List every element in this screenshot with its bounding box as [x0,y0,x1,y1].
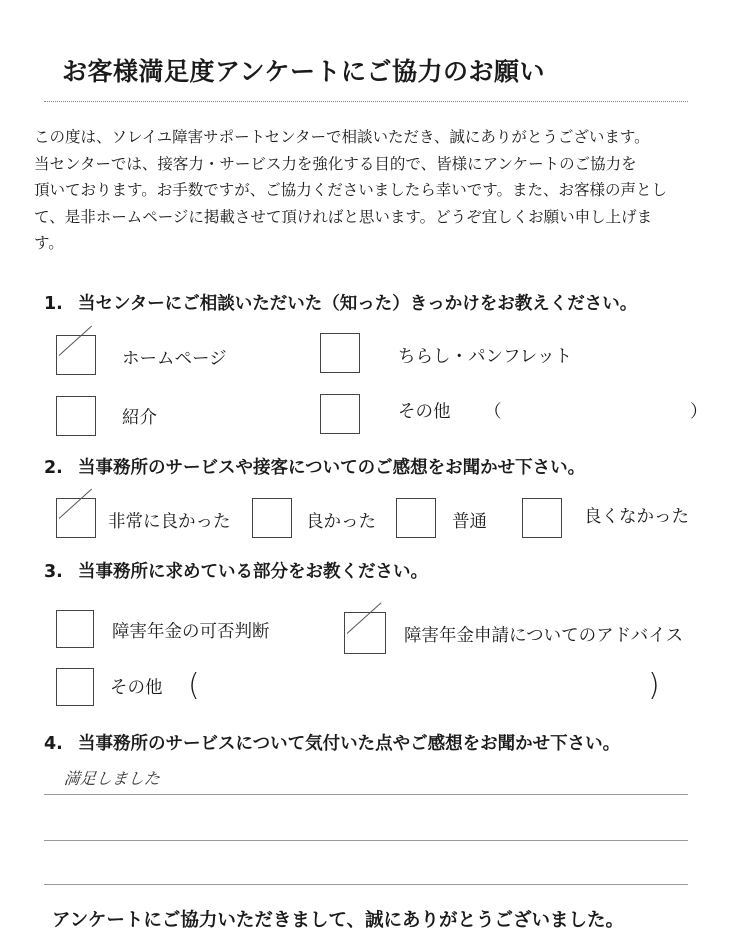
question-3 [44,558,428,583]
question-2-text: 当事務所のサービスや接客についてのご感想をお聞かせ下さい。 [78,458,586,478]
answer-line [44,884,688,885]
question-1-number: 1. [44,294,63,314]
option-very-good-label: 非常に良かった [108,512,231,532]
option-homepage-label: ホームページ [122,349,227,369]
question-1 [44,290,637,315]
checkbox-referral[interactable] [56,396,96,436]
checkbox-homepage[interactable] [56,335,96,375]
checkbox-not-good[interactable] [522,498,562,538]
intro-line: す。 [34,234,64,252]
handwritten-answer[interactable]: 満足しました [62,769,161,788]
checkbox-judgement[interactable] [56,610,94,648]
option-advice-label: 障害年金申請についてのアドバイス [404,626,684,646]
question-2 [44,454,585,479]
question-4-number: 4. [44,734,63,754]
checkbox-advice[interactable] [344,612,386,654]
option-other-q1-label: その他 [398,402,451,422]
intro-line: 頂いております。お手数ですが、ご協力くださいましたら幸いです。また、お客様の声とし [34,181,668,199]
q3-other-open-paren: ( [188,668,200,703]
answer-line [44,840,688,841]
option-average-label: 普通 [452,512,487,532]
question-3-text: 当事務所に求めている部分をお教ください。 [78,562,428,582]
question-1-text: 当センターにご相談いただいた（知った）きっかけをお教えください。 [78,294,638,314]
checkbox-very-good[interactable] [56,498,96,538]
q1-other-open-paren: （ [484,402,502,422]
question-3-number: 3. [44,562,63,582]
question-4-text: 当事務所のサービスについて気付いた点やご感想をお聞かせ下さい。 [78,734,621,754]
q1-other-close-paren: ） [690,402,708,422]
question-2-number: 2. [44,458,63,478]
footer-thanks: アンケートにご協力いただきまして、誠にありがとうございました。 [52,910,625,931]
checkbox-other-q3[interactable] [56,668,94,706]
option-not-good-label: 良くなかった [584,507,689,527]
option-other-q3-label: その他 [110,678,163,698]
question-4 [44,730,620,755]
intro-paragraph [34,124,714,257]
page-title: お客様満足度アンケートにご協力のお願い [62,57,546,86]
q3-other-close-paren: ) [648,668,660,703]
option-judgement-label: 障害年金の可否判断 [112,622,270,642]
option-flyer-label: ちらし・パンフレット [398,347,573,367]
checkbox-good[interactable] [252,498,292,538]
checkbox-other-q1[interactable] [320,394,360,434]
option-referral-label: 紹介 [122,408,157,428]
answer-line [44,794,688,795]
checkbox-flyer[interactable] [320,333,360,373]
intro-line: て、是非ホームページに掲載させて頂ければと思います。どうぞ宜しくお願い申し上げま [34,207,653,226]
intro-line: この度は、ソレイユ障害サポートセンターで相談いただき、誠にありがとうございます。 [34,128,650,146]
checkbox-average[interactable] [396,498,436,538]
option-good-label: 良かった [306,512,376,532]
title-divider [44,101,688,102]
intro-line: 当センターでは、接客力・サービス力を強化する目的で、皆様にアンケートのご協力を [34,154,637,173]
